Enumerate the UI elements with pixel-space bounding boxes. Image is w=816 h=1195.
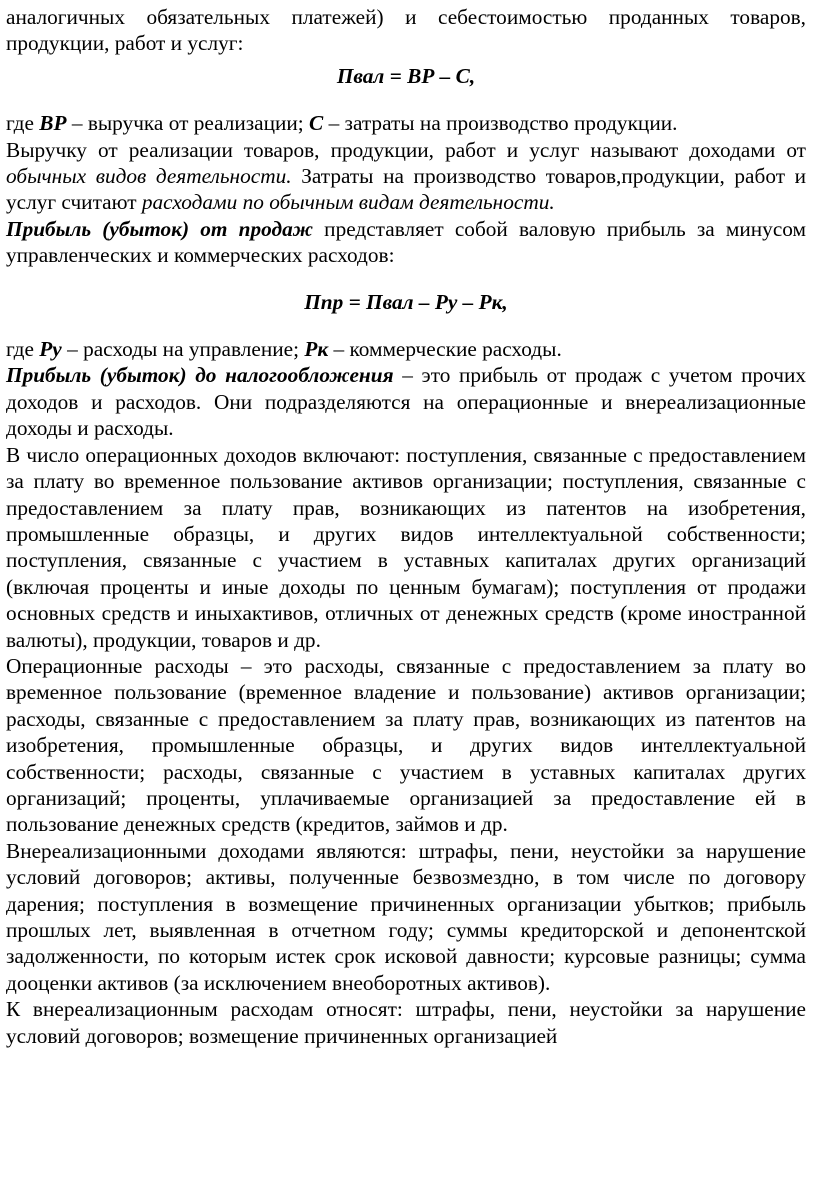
sales-profit-text: представляет собой валовую прибыль за минусом управленческих и коммерческих расходов: <box>6 216 806 268</box>
where-lead: где <box>6 111 40 136</box>
intro-text: аналогичных обязательных платежей) и себестоимостью проданных товаров, продукции, работ и услуг: <box>6 5 806 56</box>
variable-rk: Рк <box>304 337 329 362</box>
pretax-profit-paragraph <box>6 362 806 441</box>
revenue-lead: Выручку от реализации товаров, продукции, работ и услуг называют доходами от <box>6 137 806 162</box>
non-operating-expenses-paragraph: К внереализационным расходам относят: штрафы, пени, неустойки за нарушение условий договоров; возмещение причиненных организацией <box>6 997 806 1048</box>
revenue-mid: Затраты на производство товаров,продукции, работ и услуг считают <box>6 164 807 215</box>
sales-profit-formula: Ппр = Пвал – Ру – Рк, <box>304 289 508 314</box>
variable-c: С <box>309 111 324 136</box>
definition-rk: – коммерческие расходы. <box>328 337 562 362</box>
where-lead-2: где <box>6 337 40 362</box>
operating-expenses-paragraph: Операционные расходы – это расходы, связанные с предоставлением за плату во временное пользование (временное владение и пользование) активов организации; расходы, связанные с предоставлением за плату прав, возникающих из патентов на изобретения, промышленные образцы, и других видов интеллектуальной собственности; расходы, связанные с участием в уставных капиталах других организаций; проценты, уплачиваемые организацией за предоставление ей в пользование денежных средств (кредитов, займов и др. <box>6 653 806 837</box>
definition-vr: – выручка от реализации; <box>66 111 310 136</box>
where-definitions-2 <box>6 336 806 362</box>
where-definitions-1 <box>6 110 806 136</box>
pretax-profit-term: Прибыль (убыток) до налогообложения <box>6 363 394 388</box>
ordinary-expenses-term: расходами по обычным видам деятельности. <box>141 190 555 215</box>
operating-income-paragraph: В число операционных доходов включают: поступления, связанные с предоставлением за плату во временное пользование активов организации; поступления, связанные с предоставлением за плату прав, возникающих из патентов на изобретения, промышленные образцы, и других видов интеллектуальной собственности; поступления, связанные с участием в уставных капиталах других организаций (включая проценты и иные доходы по ценным бумагам); поступления от продажи основных средств и иныхактивов, отличных от денежных средств (кроме иностранной валюты), продукции, товаров и др. <box>6 442 806 652</box>
non-operating-income-paragraph: Внереализационными доходами являются: штрафы, пени, неустойки за нарушение условий договоров; активы, полученные безвозмездно, в том числе по договору дарения; поступления в возмещение причиненных организации убытков; прибыль прошлых лет, выявленная в отчетном году; суммы кредиторской и депонентской задолженности, по которым истек срок исковой давности; курсовые разницы; сумма дооценки активов (за исключением внеоборотных активов). <box>6 838 806 995</box>
sales-profit-term: Прибыль (убыток) от продаж <box>6 216 313 241</box>
gross-profit-formula: Пвал = ВР – С, <box>336 63 476 88</box>
pretax-profit-text: – это прибыль от продаж с учетом прочих доходов и расходов. Они подразделяются на операционные и внереализационные доходы и расходы. <box>6 363 806 441</box>
revenue-paragraph <box>6 137 806 216</box>
definition-c: – затраты на производство продукции. <box>323 111 678 136</box>
variable-ru: Ру <box>39 337 62 362</box>
definition-ru: – расходы на управление; <box>61 337 305 362</box>
variable-vr: ВР <box>39 111 67 136</box>
ordinary-activities-term: обычных видов деятельности. <box>6 164 292 189</box>
sales-profit-paragraph <box>6 216 806 269</box>
